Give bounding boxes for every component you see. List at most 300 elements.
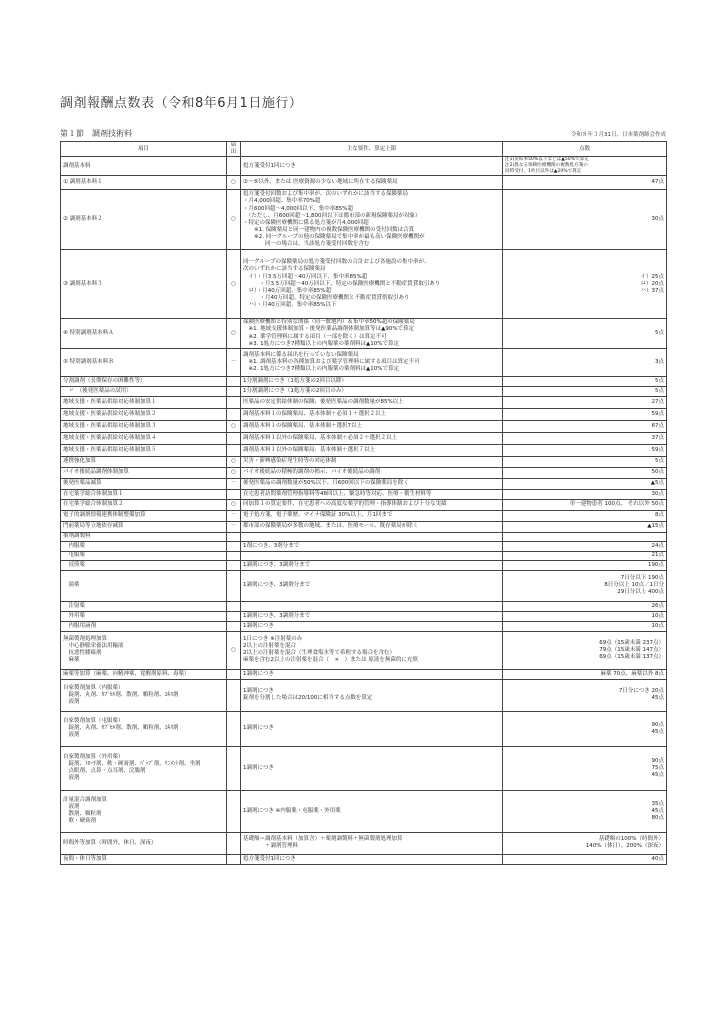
notify-cell — [227, 746, 241, 790]
points-cell-line: 10点 — [651, 622, 664, 629]
points-cell — [503, 319, 667, 349]
requirement-cell — [241, 532, 503, 541]
points-cell-line: 75点 — [651, 764, 664, 771]
notify-cell — [227, 560, 241, 570]
table-row — [61, 467, 667, 478]
points-cell-line: 単一建物患者 100点、 それ以外 50点 — [569, 501, 664, 508]
table-row — [61, 560, 667, 570]
item-cell — [61, 499, 227, 510]
requirement-cell-line: 災害・新興感染症発生時等の対応体制 — [243, 458, 337, 465]
requirement-cell-line: 1剤につき、3剤分まで — [243, 542, 300, 549]
requirement-cell — [241, 669, 503, 679]
item-cell — [61, 376, 227, 386]
item-cell-line: 在宅薬学総合体制加算２ — [63, 501, 124, 508]
points-cell — [503, 532, 667, 541]
section-heading: 第１節 調剤技術料 — [60, 129, 132, 138]
requirement-cell-line: 1調剤につき、3調剤分まで — [243, 582, 311, 589]
points-cell-line: 45点 — [651, 771, 664, 778]
points-cell — [503, 489, 667, 499]
points-cell-line: 3点 — [655, 358, 664, 365]
requirement-cell — [241, 478, 503, 489]
item-cell — [61, 510, 227, 521]
requirement-cell-line: 基礎額＝調剤基本料（加算含）＋薬剤調製料＋無菌製剤処理加算 — [243, 836, 403, 843]
points-cell-line: 10点 — [651, 612, 664, 619]
points-cell-line: 90点 — [651, 757, 664, 764]
points-cell — [503, 631, 667, 669]
item-cell-line: 夜間・休日等加算 — [63, 855, 108, 862]
requirement-cell — [241, 499, 503, 510]
table-row — [61, 386, 667, 396]
requirement-cell-line: 在宅患者訪問薬剤管理指導料等48回以上、緊急時等対応、医療・衛生材料等 — [243, 490, 432, 497]
notify-cell — [227, 541, 241, 551]
points-cell — [503, 510, 667, 521]
item-cell-line: 錠剤、丸剤、ｶﾌﾟｾﾙ剤、散剤、顆粒剤、ｴｷｽ剤 — [63, 691, 179, 698]
table-row — [61, 478, 667, 489]
requirement-cell-line: 同一グループの保険薬局の処方箋受付回数の合計および各施設の集中率が、 — [243, 259, 430, 266]
notify-cell: － — [227, 510, 241, 521]
table-row — [61, 157, 667, 176]
notify-cell — [227, 790, 241, 832]
points-cell-line: 79点（15歳未満 147点） — [599, 646, 664, 653]
item-cell-line: 調剤基本料 — [63, 162, 91, 169]
points-cell — [503, 611, 667, 621]
table-row — [61, 621, 667, 631]
table-row — [61, 611, 667, 621]
item-cell-line: 分割調剤（長期保存の困難性等） — [63, 377, 146, 384]
item-cell — [61, 570, 227, 601]
requirement-cell — [241, 621, 503, 631]
item-cell-line: 薬剤調製料 — [63, 533, 91, 540]
requirement-cell-line: ハ）・月40万回超、集中率85%以下 — [243, 302, 337, 309]
points-cell — [503, 551, 667, 560]
item-cell — [61, 456, 227, 467]
requirement-cell-line: ※2. 同一グループの他の保険薬局で集中率が最も高い保険医療機関が — [243, 234, 425, 241]
item-cell — [61, 319, 227, 349]
item-cell — [61, 408, 227, 420]
item-cell-line: 液剤 — [63, 804, 80, 811]
requirement-cell — [241, 551, 503, 560]
item-cell — [61, 420, 227, 432]
requirement-cell — [241, 444, 503, 456]
item-cell — [61, 711, 227, 746]
requirement-cell — [241, 432, 503, 444]
points-cell-line: 24点 — [651, 542, 664, 549]
points-cell — [503, 499, 667, 510]
table-row — [61, 832, 667, 854]
table-row — [61, 711, 667, 746]
requirement-cell-line: 2以上の注射薬を混合 — [243, 643, 296, 650]
notify-cell: ○ — [227, 250, 241, 319]
points-cell — [503, 560, 667, 570]
points-cell-line: 26点 — [651, 602, 664, 609]
table-row — [61, 444, 667, 456]
requirement-cell-line: 1調剤につき、3調剤分まで — [243, 561, 311, 568]
item-cell-line: 自家製剤加算（屯服薬） — [63, 718, 124, 725]
points-cell-line: 30点 — [651, 490, 664, 497]
requirement-cell-line: ロ）・月40万回超、集中率85%超 — [243, 287, 331, 294]
item-cell-line: 屯服薬 — [63, 552, 86, 559]
requirement-cell-line: ・特定の保険医療機関に係る処方箋が月4,000回超 — [243, 219, 369, 226]
table-row — [61, 176, 667, 190]
requirement-cell-line: 医薬品の安定供給体制の保険、後発医薬品の調剤数量が85%以上 — [243, 398, 404, 405]
table-header-row — [61, 142, 667, 157]
item-cell — [61, 679, 227, 711]
requirement-cell-line: 調剤基本料１以外の保険薬局、基本体制＋選択７以上 — [243, 446, 376, 453]
points-cell-line: 30点 — [651, 216, 664, 223]
requirement-cell-line: 錠剤を分割した場合は20/100に相当する点数を算定 — [243, 695, 373, 702]
points-cell — [503, 790, 667, 832]
item-cell — [61, 396, 227, 408]
table-row — [61, 456, 667, 467]
item-cell — [61, 467, 227, 478]
points-cell — [503, 250, 667, 319]
requirement-cell-line: 処方箋受付1回につき — [243, 855, 296, 862]
points-cell-line: 50点 — [651, 469, 664, 476]
item-cell-line: ① 調剤基本料１ — [63, 179, 103, 186]
notify-cell: ○ — [227, 190, 241, 250]
points-cell-line: 67点 — [651, 422, 664, 429]
points-cell-line: 45点 — [651, 695, 664, 702]
requirement-cell-line: 処方箋受付回数および集中率が、次のいずれかに該当する保険薬局 — [243, 191, 409, 198]
table-row — [61, 854, 667, 864]
item-cell-line: 連携強化加算 — [63, 458, 97, 465]
item-cell-line: 門前薬局等立地依存減算 — [63, 523, 124, 530]
requirement-cell — [241, 541, 503, 551]
item-cell-line: 液剤 — [63, 732, 80, 739]
requirement-cell-line: 都市部の保険薬局が多数の地域、または、医療モール、既存薬局が除く — [243, 523, 419, 530]
points-cell-line: 69点（15歳未満 237点） — [599, 639, 664, 646]
item-cell-line: 内服用滴剤 — [63, 622, 97, 629]
requirement-cell — [241, 190, 503, 250]
item-cell-line: 麻薬 — [63, 657, 80, 664]
notify-cell — [227, 376, 241, 386]
requirement-cell — [241, 386, 503, 396]
requirement-cell-line: ・月4,000回超、集中率70%超 — [243, 198, 321, 205]
requirement-cell-line: 1調剤につき — [243, 670, 274, 677]
requirement-cell — [241, 348, 503, 376]
requirement-cell-line: 1調剤につき — [243, 622, 274, 629]
points-cell-line: 21点 — [651, 552, 664, 559]
notify-cell — [227, 854, 241, 864]
table-row — [61, 376, 667, 386]
notify-cell — [227, 432, 241, 444]
item-cell — [61, 157, 227, 176]
requirement-cell-line: ＋調剤管理料 — [243, 843, 299, 850]
points-cell-line: ▲15点 — [647, 523, 664, 530]
requirement-cell-line: イ）・月3.5万回超～40万回以下、集中率85%超 — [243, 273, 368, 280]
header-item: 項目 — [61, 142, 227, 157]
item-cell-line: 抗悪性腫瘍剤 — [63, 650, 102, 657]
requirement-cell-line: ・月3.5万回超～40万回以下、特定の保険医療機関と不動産賃貸取引あり — [243, 280, 441, 287]
points-cell-line: ロ）20点 — [640, 280, 664, 287]
item-cell-line: ⑤ 特別調剤基本料Ｂ — [63, 358, 114, 365]
points-cell-line: 190点 — [648, 561, 664, 568]
item-cell-line: 液剤 — [63, 698, 80, 705]
points-cell-line: 27点 — [651, 398, 664, 405]
table-row — [61, 420, 667, 432]
item-cell-line: 地域支援・医薬品供給対応体制加算４ — [63, 434, 157, 441]
requirement-cell-line: 1日につき ※注射薬のみ — [243, 636, 303, 643]
item-cell — [61, 621, 227, 631]
requirement-cell-line: 1調剤につき — [243, 764, 274, 771]
item-cell-line: バイオ後続品調剤体制加算 — [63, 469, 129, 476]
item-cell-line: 時間外等加算（時間外、休日、深夜） — [63, 839, 157, 846]
requirement-cell — [241, 408, 503, 420]
points-cell-line: 80点 — [651, 814, 664, 821]
table-row — [61, 679, 667, 711]
points-cell-line: 5点 — [655, 458, 664, 465]
item-cell-line: ② 調剤基本料２ — [63, 216, 103, 223]
item-cell-line: 地域支援・医薬品供給対応体制加算２ — [63, 410, 157, 417]
points-cell — [503, 746, 667, 790]
notify-cell — [227, 532, 241, 541]
points-cell — [503, 456, 667, 467]
requirement-cell — [241, 456, 503, 467]
points-cell-line: 59点 — [651, 446, 664, 453]
header-notify: 届出 — [227, 142, 241, 157]
points-cell-line: 8日分以上 10点／1日分 — [604, 582, 664, 589]
requirement-cell — [241, 396, 503, 408]
requirement-cell-line: 保険医療機関と特別な関係（同一敷地内）＆集中率50%超の保険薬局 — [243, 319, 415, 326]
requirement-cell-line: 1調剤につき ※内服薬・屯服薬・外用薬 — [243, 807, 341, 814]
points-cell — [503, 478, 667, 489]
requirement-cell-line: ※1. 地域支援体制加算・後発医薬品調剤体制加算等は▲90%で算定 — [243, 326, 415, 333]
item-cell — [61, 854, 227, 864]
requirement-cell — [241, 489, 503, 499]
item-cell — [61, 560, 227, 570]
item-cell-line: 地域支援・医薬品供給対応体制加算１ — [63, 398, 157, 405]
item-cell — [61, 532, 227, 541]
item-cell-line: 湯薬 — [63, 582, 80, 589]
item-cell-line: 外用薬 — [63, 612, 86, 619]
requirement-cell-line: バイオ後続品の積極的調剤の掲示、バイオ後続品の調剤 — [243, 469, 381, 476]
requirement-cell — [241, 832, 503, 854]
points-cell — [503, 396, 667, 408]
item-cell — [61, 790, 227, 832]
notify-cell — [227, 570, 241, 601]
requirement-cell — [241, 510, 503, 521]
points-cell — [503, 570, 667, 601]
notify-cell — [227, 601, 241, 611]
notify-cell — [227, 157, 241, 176]
points-cell-line: 90点 — [651, 721, 664, 728]
requirement-cell — [241, 560, 503, 570]
points-cell-line: 45点 — [651, 728, 664, 735]
requirement-cell-line: ※2. 1処方につき7種類以上の内服薬の薬剤料は▲10%で算定 — [243, 365, 399, 372]
item-cell-line: 電子的調剤情報連携体制整備加算 — [63, 512, 146, 519]
notify-cell: ○ — [227, 319, 241, 349]
points-cell-line: 5点 — [655, 329, 664, 336]
item-cell — [61, 521, 227, 532]
item-cell-line: 液剤 — [63, 775, 80, 782]
notify-cell: － — [227, 348, 241, 376]
requirement-cell-line: ※1. 保険薬局と同一建物内の複数保険医療機関の受付回数は合算 — [243, 226, 415, 233]
points-cell-line: 8点 — [655, 512, 664, 519]
points-cell — [503, 541, 667, 551]
item-cell-line: 軟・硬膏剤 — [63, 818, 97, 825]
notify-cell — [227, 386, 241, 396]
item-cell — [61, 478, 227, 489]
table-row — [61, 601, 667, 611]
table-row — [61, 510, 667, 521]
item-cell — [61, 386, 227, 396]
requirement-cell — [241, 611, 503, 621]
item-cell — [61, 444, 227, 456]
item-cell-line: ③ 調剤基本料３ — [63, 280, 103, 287]
item-cell-line: 点眼剤、点鼻・点耳剤、浣腸剤 — [63, 768, 146, 775]
table-row — [61, 532, 667, 541]
requirement-cell — [241, 420, 503, 432]
item-cell — [61, 631, 227, 669]
table-row — [61, 348, 667, 376]
points-cell — [503, 408, 667, 420]
points-cell-line: イ）25点 — [640, 273, 664, 280]
item-cell-line: 散剤、顆粒剤 — [63, 811, 102, 818]
table-row — [61, 396, 667, 408]
points-cell — [503, 679, 667, 711]
requirement-cell — [241, 319, 503, 349]
notify-cell: ○ — [227, 176, 241, 190]
points-cell-line: 47点 — [651, 179, 664, 186]
points-cell-line: 37点 — [651, 434, 664, 441]
requirement-cell-line: ・月600回超～4,000回以下、集中率85%超 — [243, 205, 353, 212]
points-cell — [503, 376, 667, 386]
notify-cell: － — [227, 521, 241, 532]
header-points: 点数 — [503, 142, 667, 157]
table-row — [61, 432, 667, 444]
requirement-cell-line: 同加算１の算定要件、在宅患者への高度な薬学的管理・指導体制および十分な実績 — [243, 501, 447, 508]
requirement-cell — [241, 631, 503, 669]
requirement-cell — [241, 176, 503, 190]
table-row — [61, 551, 667, 560]
requirement-cell-line: ②～⑤以外、または 医療資源の少ない地域に所在する保険薬局 — [243, 179, 398, 186]
table-body — [61, 157, 667, 865]
points-cell-line: 45点 — [651, 807, 664, 814]
points-cell — [503, 444, 667, 456]
requirement-cell-line: 電子処方箋、電子薬歴、マイナ保険証 30%以上、月1回まで — [243, 512, 393, 519]
requirement-cell-line: ※1. 調剤基本料の各種加算および薬学管理料に属する項目は算定不可 — [243, 358, 420, 365]
item-cell-line: 〃 （後発医薬品の試用） — [63, 387, 132, 394]
item-cell — [61, 551, 227, 560]
fee-table — [60, 141, 667, 865]
points-cell-line: 40点 — [651, 855, 664, 862]
points-cell — [503, 521, 667, 532]
points-cell-line: 5点 — [655, 387, 664, 394]
points-cell — [503, 832, 667, 854]
notify-cell: ○ — [227, 420, 241, 432]
requirement-cell — [241, 854, 503, 864]
requirement-cell-line: （ただし、月600回超～1,800回以下は都市部の新規保険薬局が対象） — [243, 212, 421, 219]
table-row — [61, 541, 667, 551]
item-cell-line: 錠剤、ﾄﾛｰﾁ剤、軟・硬膏剤、ﾊﾟｯﾌﾟ剤、ﾘﾆﾒﾝﾄ剤、坐剤 — [63, 761, 201, 768]
notify-cell: － — [227, 478, 241, 489]
points-cell-line: 注1)妥結率50%以下などは▲50%で算定 — [505, 157, 589, 163]
points-cell-line: 140%（休日）、200%（深夜） — [585, 843, 664, 850]
points-cell-line: 69点（15歳未満 137点） — [599, 653, 664, 660]
requirement-cell-line: 1分割調剤につき（1処方箋の2回目のみ） — [243, 387, 347, 394]
item-cell-line: 地域支援・医薬品供給対応体制加算３ — [63, 422, 157, 429]
requirement-cell — [241, 521, 503, 532]
points-cell — [503, 176, 667, 190]
notify-cell — [227, 489, 241, 499]
item-cell — [61, 432, 227, 444]
points-cell-line: 59点 — [651, 410, 664, 417]
requirement-cell-line: 1調剤につき — [243, 725, 274, 732]
points-cell-line: ハ）37点 — [640, 287, 664, 294]
requirement-cell-line: 1調剤につき、3調剤分まで — [243, 612, 311, 619]
item-cell-line: 麻薬等加算（麻薬、向精神薬、覚醒剤原料、毒薬） — [63, 670, 190, 677]
points-cell-line: ▲5点 — [650, 480, 664, 487]
requirement-cell-line: 2以上の注射薬を混合（生理食塩水等で希釈する場合を含む） — [243, 650, 396, 657]
header-requirements: 主な要件、算定上限 — [241, 142, 503, 157]
requirement-cell-line: 1分割調剤につき（1処方箋の2回目以降） — [243, 377, 347, 384]
notify-cell — [227, 444, 241, 456]
table-row — [61, 489, 667, 499]
item-cell-line: 後発医薬品減算 — [63, 480, 102, 487]
points-cell — [503, 190, 667, 250]
item-cell-line: 自家製剤加算（外用薬） — [63, 754, 124, 761]
requirement-cell-line: 調剤基本料１の保険薬局、基本体制＋選択7以上 — [243, 422, 363, 429]
points-cell — [503, 467, 667, 478]
notify-cell — [227, 711, 241, 746]
table-row — [61, 408, 667, 420]
document-title: 調剤報酬点数表（令和8年6月1日施行） — [60, 96, 303, 111]
requirement-cell-line: 調剤基本料１の保険薬局、基本体制＋必須１＋選択２以上 — [243, 410, 387, 417]
item-cell — [61, 250, 227, 319]
table-row — [61, 746, 667, 790]
requirement-cell — [241, 601, 503, 611]
requirement-cell — [241, 746, 503, 790]
points-cell — [503, 621, 667, 631]
points-cell-line: 5点 — [655, 377, 664, 384]
notify-cell — [227, 621, 241, 631]
requirement-cell — [241, 250, 503, 319]
table-row — [61, 319, 667, 349]
item-cell-line: 錠剤、丸剤、ｶﾌﾟｾﾙ剤、散剤、顆粒剤、ｴｷｽ剤 — [63, 725, 179, 732]
points-cell — [503, 432, 667, 444]
requirement-cell — [241, 157, 503, 176]
requirement-cell — [241, 711, 503, 746]
requirement-cell — [241, 467, 503, 478]
requirement-cell-line: ※3. 1処方につき7種類以上の内服薬の薬剤料は▲10%で算定 — [243, 340, 399, 347]
item-cell — [61, 832, 227, 854]
notify-cell — [227, 679, 241, 711]
item-cell — [61, 601, 227, 611]
points-cell-line: 7日分以下 190点 — [620, 575, 664, 582]
item-cell-line: 地域支援・医薬品供給対応体制加算５ — [63, 446, 157, 453]
points-cell-line: 麻薬 70点、麻薬以外 8点 — [600, 670, 664, 677]
item-cell — [61, 176, 227, 190]
notify-cell — [227, 396, 241, 408]
notify-cell: ○ — [227, 456, 241, 467]
notify-cell — [227, 669, 241, 679]
requirement-cell — [241, 790, 503, 832]
table-row — [61, 521, 667, 532]
item-cell — [61, 746, 227, 790]
points-cell-line: 29日分以上 400点 — [617, 589, 664, 596]
table-row — [61, 499, 667, 510]
requirement-cell-line: 麻薬を含む2以上の注射薬を混合（ × ）または 原液を無菌的に充填 — [243, 657, 418, 664]
points-cell — [503, 386, 667, 396]
table-row — [61, 790, 667, 832]
notify-cell: ○ — [227, 467, 241, 478]
requirement-cell-line: 調剤基本料に係る届出を行っていない保険薬局 — [243, 351, 359, 358]
item-cell — [61, 190, 227, 250]
item-cell-line: 自家製剤加算（内服薬） — [63, 684, 124, 691]
points-cell — [503, 157, 667, 176]
item-cell-line: 注射薬 — [63, 602, 86, 609]
item-cell-line: 浸煎薬 — [63, 561, 86, 568]
